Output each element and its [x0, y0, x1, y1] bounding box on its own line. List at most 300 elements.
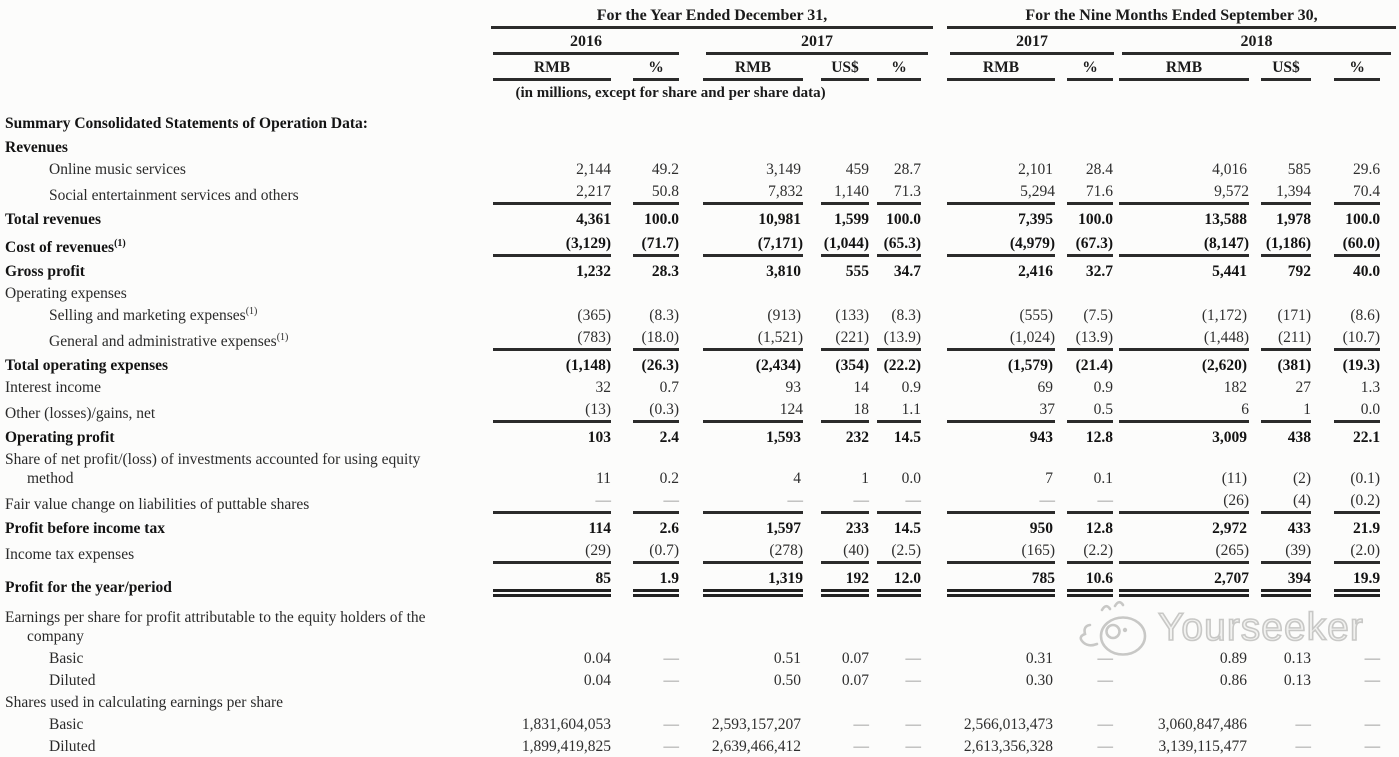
unit-header: % — [1319, 56, 1396, 82]
cell: 1,319 — [703, 565, 806, 598]
cell: 2,639,466,412 — [711, 738, 801, 755]
cell: — — [1364, 716, 1381, 733]
column-gap — [933, 304, 947, 326]
period-group-header-row — [3, 4, 1396, 30]
row-label: Profit for the year/period — [5, 579, 172, 596]
cell: (8,147) — [1119, 230, 1254, 258]
table-row — [3, 647, 1396, 669]
cell: (13) — [491, 398, 613, 424]
column-gap — [933, 258, 947, 282]
table-row — [3, 326, 1396, 352]
column-gap — [933, 424, 947, 448]
table-row — [3, 104, 1396, 134]
blank-cell — [3, 56, 491, 82]
cell: (21.4) — [1075, 357, 1114, 374]
cell: 4 — [793, 470, 801, 487]
cell: (2,620) — [1201, 357, 1248, 374]
cell — [1059, 598, 1119, 647]
column-gap — [933, 647, 947, 669]
cell: 0.51 — [773, 650, 801, 667]
row-label: Basic — [49, 650, 84, 667]
column-gap — [933, 352, 947, 376]
cell: (65.3) — [876, 230, 933, 258]
row-label: Interest income — [5, 379, 101, 396]
cell: 3,149 — [766, 161, 801, 178]
row-label: Share of net profit/(loss) of investments accounted for using equity method — [5, 451, 421, 487]
table-row — [3, 565, 1396, 598]
cell: 0.5 — [1059, 398, 1119, 424]
cell: (221) — [806, 326, 876, 352]
cell: 19.9 — [1319, 565, 1396, 598]
row-label: Income tax expenses — [5, 546, 135, 563]
table-row — [3, 669, 1396, 691]
column-gap — [933, 669, 947, 691]
cell: 114 — [588, 520, 611, 537]
cell — [876, 104, 933, 134]
cell: (40) — [806, 539, 876, 565]
row-label: Selling and marketing expenses$^{(1)}$ — [49, 305, 258, 324]
row-label: Cost of revenues$^{(1)}$ — [5, 237, 126, 256]
column-gap — [933, 735, 947, 757]
cell: 103 — [587, 429, 611, 446]
cell: 71.3 — [876, 180, 933, 206]
cell: 433 — [1287, 520, 1312, 537]
cell: (278) — [703, 539, 806, 565]
cell: 29.6 — [1352, 161, 1381, 178]
cell: (3,129) — [491, 230, 613, 258]
cell: 3,810 — [766, 263, 801, 280]
cell: (1,579) — [1007, 357, 1054, 374]
units-note-row — [3, 82, 1396, 104]
cell: (18.0) — [613, 326, 703, 352]
cell: 28.7 — [893, 161, 922, 178]
table-row — [3, 282, 1396, 304]
cell: 459 — [845, 161, 869, 178]
cell — [1254, 134, 1319, 158]
cell — [613, 598, 703, 647]
cell — [806, 282, 876, 304]
cell: 1.3 — [1360, 379, 1381, 396]
cell: (7,171) — [703, 230, 806, 258]
cell: 37 — [947, 398, 1059, 424]
cell: 0.1 — [1093, 470, 1114, 487]
cell: (1,148) — [565, 357, 611, 374]
cell: (39) — [1254, 539, 1319, 565]
cell: — — [1097, 672, 1114, 689]
table-row — [3, 158, 1396, 180]
cell — [703, 691, 806, 713]
cell: (8.3) — [891, 307, 922, 324]
column-gap — [933, 713, 947, 735]
cell: (60.0) — [1319, 230, 1396, 258]
table-row — [3, 539, 1396, 565]
cell — [1059, 691, 1119, 713]
row-label: Shares used in calculating earnings per share — [5, 694, 284, 711]
cell: 14.5 — [893, 520, 922, 537]
cell: 14.5 — [893, 429, 922, 446]
cell — [703, 134, 806, 158]
cell: 0.9 — [1093, 379, 1114, 396]
row-label: Diluted — [49, 672, 96, 689]
cell: 4,016 — [1212, 161, 1248, 178]
cell: 0.13 — [1283, 672, 1312, 689]
row-label: Revenues — [5, 139, 68, 156]
cell: 1,599 — [834, 211, 869, 228]
cell: 950 — [1029, 520, 1054, 537]
cell: (19.3) — [1342, 357, 1381, 374]
cell: 0.0 — [1319, 398, 1396, 424]
cell: — — [703, 489, 806, 515]
cell — [1254, 598, 1319, 647]
cell — [1254, 282, 1319, 304]
cell — [1319, 691, 1396, 713]
cell — [703, 598, 806, 647]
cell: (211) — [1254, 326, 1319, 352]
table-row — [3, 691, 1396, 713]
cell: 0.07 — [841, 650, 869, 667]
table-row — [3, 206, 1396, 230]
cell: (4,979) — [947, 230, 1059, 258]
cell: — — [663, 738, 679, 755]
cell: (1,172) — [1201, 307, 1248, 324]
table-row — [3, 304, 1396, 326]
column-gap — [933, 104, 947, 134]
cell — [1059, 282, 1119, 304]
cell: 28.3 — [651, 263, 679, 280]
cell: (555) — [1019, 307, 1054, 324]
cell: (1,024) — [947, 326, 1059, 352]
column-gap — [933, 448, 947, 489]
unit-header: RMB — [491, 56, 613, 82]
cell: 2,101 — [1018, 161, 1054, 178]
cell: 0.31 — [1025, 650, 1054, 667]
cell: (1,521) — [703, 326, 806, 352]
cell: — — [853, 738, 869, 755]
cell: 14 — [853, 379, 869, 396]
cell: 0.2 — [659, 470, 679, 487]
cell — [947, 104, 1059, 134]
cell — [876, 691, 933, 713]
corner-blank — [3, 4, 491, 30]
cell: 18 — [806, 398, 876, 424]
row-label: Fair value change on liabilities of puttable shares — [5, 496, 310, 513]
row-label: Total revenues — [5, 211, 102, 228]
units-note: (in millions, except for share and per share data) — [515, 85, 826, 101]
cell: (0.1) — [1350, 470, 1381, 487]
cell — [1319, 282, 1396, 304]
unit-header: % — [613, 56, 703, 82]
cell: 0.7 — [659, 379, 679, 396]
cell: 10.6 — [1059, 565, 1119, 598]
cell: (1,044) — [806, 230, 876, 258]
cell — [1319, 598, 1396, 647]
cell: (165) — [947, 539, 1059, 565]
cell: 100.0 — [1078, 211, 1114, 228]
row-label: Online music services — [49, 161, 186, 178]
cell: 785 — [947, 565, 1059, 598]
cell: (0.3) — [613, 398, 703, 424]
cell: (133) — [835, 307, 869, 324]
cell: 2,593,157,207 — [711, 716, 801, 733]
cell: 2.4 — [659, 429, 679, 446]
cell: — — [1097, 716, 1114, 733]
cell: (171) — [1277, 307, 1312, 324]
unit-header: RMB — [947, 56, 1059, 82]
cell: — — [1097, 738, 1114, 755]
table-row — [3, 489, 1396, 515]
cell — [613, 134, 703, 158]
cell: — — [663, 716, 679, 733]
cell: 1.9 — [613, 565, 703, 598]
cell — [491, 598, 613, 647]
cell: 4,361 — [576, 211, 611, 228]
table-row — [3, 424, 1396, 448]
cell: — — [1059, 489, 1119, 515]
cell: — — [1295, 716, 1312, 733]
cell: 792 — [1287, 263, 1312, 280]
cell: 1,593 — [766, 429, 801, 446]
cell: 34.7 — [893, 263, 922, 280]
cell: 3,060,847,486 — [1157, 716, 1248, 733]
unit-header: % — [876, 56, 933, 82]
row-label: Basic — [49, 716, 84, 733]
cell: 5,441 — [1212, 263, 1248, 280]
column-gap — [933, 326, 947, 352]
cell: (13.9) — [1059, 326, 1119, 352]
cell: — — [905, 738, 922, 755]
cell: 49.2 — [651, 161, 679, 178]
blank-cell — [3, 30, 491, 56]
cell: 10,981 — [758, 211, 801, 228]
cell: 182 — [1223, 379, 1248, 396]
cell: — — [1364, 672, 1381, 689]
cell: 232 — [845, 429, 869, 446]
cell: (265) — [1119, 539, 1254, 565]
cell: 1,831,604,053 — [521, 716, 611, 733]
watermark-text: Yourseeker — [1158, 606, 1364, 649]
cell: (1,186) — [1254, 230, 1319, 258]
column-gap — [933, 4, 947, 30]
cell: 100.0 — [1345, 211, 1381, 228]
table-row — [3, 352, 1396, 376]
cell: — — [663, 672, 679, 689]
cell: — — [876, 489, 933, 515]
cell: 69 — [1037, 379, 1054, 396]
row-label: Diluted — [49, 738, 96, 755]
cell: 100.0 — [886, 211, 922, 228]
cell: 85 — [491, 565, 613, 598]
row-label: Other (losses)/gains, net — [5, 405, 156, 422]
cell: (4) — [1254, 489, 1319, 515]
cell: (26) — [1119, 489, 1254, 515]
cell: 100.0 — [644, 211, 679, 228]
table-row — [3, 258, 1396, 282]
cell: 0.04 — [583, 672, 611, 689]
cell: 9,572 — [1119, 180, 1254, 206]
cell: 0.50 — [773, 672, 801, 689]
table-row — [3, 398, 1396, 424]
cell: (26.3) — [641, 357, 679, 374]
cell: 40.0 — [1352, 263, 1381, 280]
cell: 1,232 — [576, 263, 611, 280]
cell: 21.9 — [1352, 520, 1381, 537]
table-row — [3, 448, 1396, 489]
unit-header: RMB — [1119, 56, 1254, 82]
cell: — — [905, 672, 922, 689]
cell: 0.30 — [1025, 672, 1054, 689]
table-row — [3, 515, 1396, 539]
row-label: Summary Consolidated Statements of Operation Data: — [5, 115, 368, 132]
column-gap — [933, 598, 947, 647]
cell: 0.0 — [901, 470, 922, 487]
cell — [876, 598, 933, 647]
cell — [1119, 691, 1254, 713]
cell: 585 — [1287, 161, 1312, 178]
cell — [491, 134, 613, 158]
column-gap — [933, 691, 947, 713]
cell: 555 — [845, 263, 869, 280]
cell: 7 — [1045, 470, 1054, 487]
year-header-2018-9m: 2018 — [1119, 30, 1396, 56]
cell — [491, 104, 613, 134]
column-gap — [933, 565, 947, 598]
table-row — [3, 230, 1396, 258]
cell: (381) — [1277, 357, 1312, 374]
column-gap — [933, 158, 947, 180]
cell — [947, 282, 1059, 304]
row-label: General and administrative expenses$^{(1)}$ — [49, 331, 289, 350]
cell — [613, 691, 703, 713]
cell: (2.5) — [876, 539, 933, 565]
row-label: Earnings per share for profit attributable to the equity holders of the company — [5, 609, 426, 645]
cell: 192 — [806, 565, 876, 598]
cell: — — [491, 489, 613, 515]
cell: (8.3) — [649, 307, 679, 324]
cell — [491, 282, 613, 304]
cell: (783) — [491, 326, 613, 352]
cell: (22.2) — [883, 357, 922, 374]
cell: 2,566,013,473 — [963, 716, 1054, 733]
cell: 1,978 — [1276, 211, 1312, 228]
cell: (0.2) — [1319, 489, 1396, 515]
cell: (29) — [491, 539, 613, 565]
cell — [947, 134, 1059, 158]
cell — [491, 691, 613, 713]
cell: 32.7 — [1085, 263, 1114, 280]
cell: — — [1295, 738, 1312, 755]
cell: 5,294 — [947, 180, 1059, 206]
column-gap — [933, 180, 947, 206]
year-header-2017-9m: 2017 — [947, 30, 1119, 56]
cell: 70.4 — [1319, 180, 1396, 206]
table-row — [3, 180, 1396, 206]
cell: 7,395 — [1018, 211, 1054, 228]
cell — [1119, 598, 1254, 647]
column-gap — [933, 398, 947, 424]
group-header-year-ended: For the Year Ended December 31, — [491, 4, 933, 30]
cell: (13.9) — [876, 326, 933, 352]
cell: 32 — [595, 379, 611, 396]
cell: — — [905, 650, 922, 667]
column-gap — [933, 489, 947, 515]
cell — [876, 134, 933, 158]
cell: (7.5) — [1083, 307, 1114, 324]
cell: 7,832 — [703, 180, 806, 206]
cell: 124 — [703, 398, 806, 424]
cell: 3,009 — [1212, 429, 1248, 446]
unit-header-row — [3, 56, 1396, 82]
cell: 394 — [1254, 565, 1319, 598]
cell: 27 — [1295, 379, 1312, 396]
cell: 71.6 — [1059, 180, 1119, 206]
row-label: Operating expenses — [5, 285, 127, 302]
cell: — — [853, 716, 869, 733]
cell: 1,899,419,825 — [521, 738, 611, 755]
cell — [1119, 134, 1254, 158]
cell: (67.3) — [1059, 230, 1119, 258]
unit-header: US$ — [806, 56, 876, 82]
column-gap — [933, 539, 947, 565]
cell: 2,613,356,328 — [963, 738, 1054, 755]
cell — [1119, 104, 1254, 134]
cell: 2,217 — [491, 180, 613, 206]
row-label: Profit before income tax — [5, 520, 165, 537]
cell — [1059, 134, 1119, 158]
cell: — — [947, 489, 1059, 515]
cell — [703, 104, 806, 134]
cell: (365) — [577, 307, 611, 324]
cell — [613, 282, 703, 304]
cell: 0.04 — [583, 650, 611, 667]
column-gap — [933, 56, 947, 82]
cell: 50.8 — [613, 180, 703, 206]
cell: 0.13 — [1283, 650, 1312, 667]
cell — [1254, 104, 1319, 134]
cell: (354) — [835, 357, 869, 374]
cell — [947, 598, 1059, 647]
cell: 0.9 — [901, 379, 922, 396]
cell — [1119, 282, 1254, 304]
column-gap — [933, 206, 947, 230]
cell: (0.7) — [613, 539, 703, 565]
cell — [806, 598, 876, 647]
cell: (10.7) — [1319, 326, 1396, 352]
cell: — — [905, 716, 922, 733]
cell: 2.6 — [659, 520, 679, 537]
cell: 1,597 — [766, 520, 801, 537]
cell — [703, 282, 806, 304]
cell: 943 — [1029, 429, 1054, 446]
cell — [806, 691, 876, 713]
cell: — — [1364, 650, 1381, 667]
cell — [1059, 104, 1119, 134]
row-label: Gross profit — [5, 263, 85, 280]
cell — [806, 134, 876, 158]
cell — [806, 104, 876, 134]
cell: 233 — [845, 520, 869, 537]
cell: — — [613, 489, 703, 515]
year-header-row — [3, 30, 1396, 56]
cell: 0.86 — [1219, 672, 1248, 689]
financial-table — [3, 4, 1396, 757]
column-gap — [933, 282, 947, 304]
cell: — — [1364, 738, 1381, 755]
cell: 1,394 — [1254, 180, 1319, 206]
cell: — — [663, 650, 679, 667]
cell: 93 — [785, 379, 801, 396]
cell: 12.8 — [1085, 520, 1114, 537]
unit-header: US$ — [1254, 56, 1319, 82]
